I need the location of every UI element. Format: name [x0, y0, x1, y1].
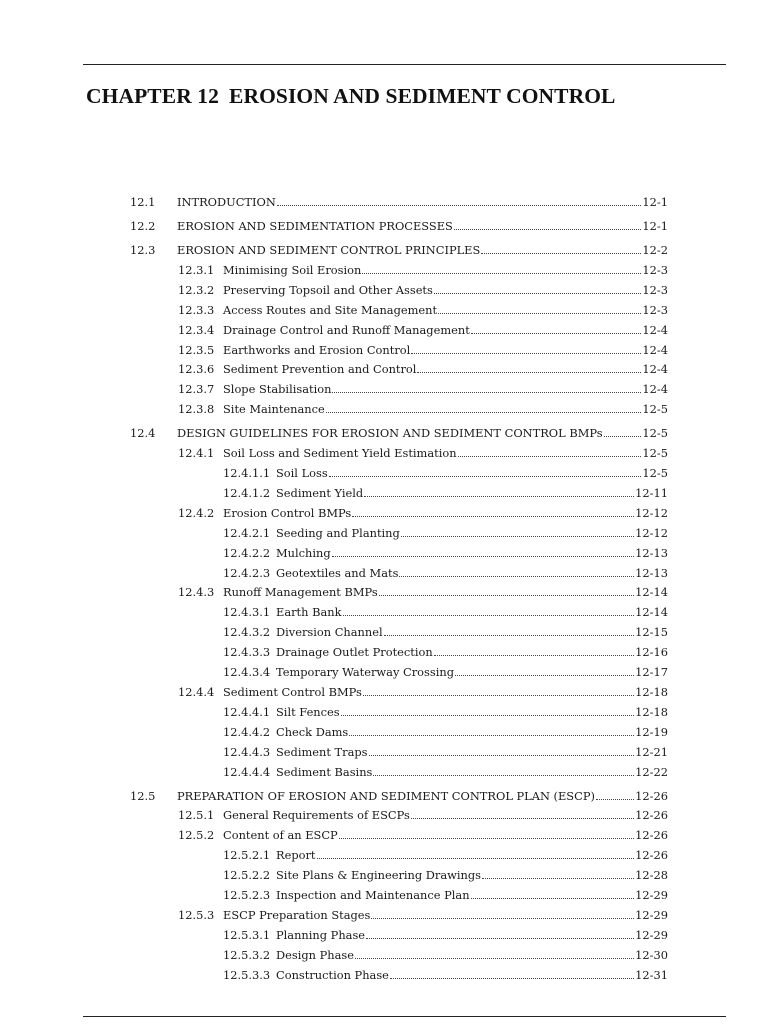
toc-entry[interactable] — [178, 361, 668, 377]
dot-leader — [411, 807, 634, 819]
toc-entry-number: 12.4.4 — [178, 684, 215, 699]
toc-entry-number: 12.3.3 — [178, 302, 215, 317]
toc-entry-title: Drainage Outlet Protection — [276, 645, 433, 660]
dot-leader — [352, 505, 634, 517]
toc-entry-page: 12-29 — [635, 907, 668, 922]
dot-leader — [364, 485, 634, 497]
rule-bottom — [83, 1016, 726, 1017]
dot-leader — [401, 525, 634, 537]
dot-leader — [363, 684, 634, 696]
toc-entry-title: DESIGN GUIDELINES FOR EROSION AND SEDIMENT CONTROL BMPs — [177, 426, 603, 441]
toc-entry-number: 12.3.5 — [178, 342, 215, 357]
dot-leader — [384, 624, 635, 636]
toc-entry[interactable] — [223, 644, 668, 660]
toc-entry-number: 12.3.8 — [178, 402, 215, 417]
dot-leader — [326, 401, 642, 413]
dot-leader — [434, 282, 642, 294]
toc-entry-number: 12.4.1.2 — [223, 485, 271, 500]
toc-entry-page: 12-18 — [635, 684, 668, 699]
toc-entry-title: Silt Fences — [276, 704, 340, 719]
toc-entry[interactable] — [223, 604, 668, 620]
toc-entry-title: Site Maintenance — [223, 402, 325, 417]
dot-leader — [341, 704, 635, 716]
toc-entry-title: INTRODUCTION — [177, 195, 276, 209]
toc-entry-page: 12-5 — [642, 466, 668, 480]
toc-entry-number: 12.4 — [130, 426, 156, 441]
dot-leader — [317, 847, 635, 859]
toc-entry-title: Design Phase — [276, 947, 354, 962]
toc-entry[interactable] — [130, 194, 668, 210]
toc-entry-number: 12.5 — [130, 788, 156, 803]
toc-entry-title: Construction Phase — [276, 967, 389, 982]
dot-leader — [604, 425, 642, 437]
toc-entry-title: Sediment Yield — [276, 485, 364, 500]
dot-leader — [458, 445, 642, 457]
toc-entry-title: EROSION AND SEDIMENTATION PROCESSES — [177, 219, 453, 233]
toc-entry-page: 12-19 — [635, 724, 668, 739]
toc-entry-title: Runoff Management BMPs — [223, 585, 378, 600]
toc-entry[interactable] — [223, 465, 668, 481]
chapter-name: EROSION AND SEDIMENT CONTROL — [229, 84, 616, 108]
toc-entry-title: Temporary Waterway Crossing — [276, 665, 454, 679]
dot-leader — [455, 664, 634, 676]
toc-entry-number: 12.5.2 — [178, 828, 215, 843]
dot-leader — [369, 744, 635, 756]
toc-entry-number: 12.5.1 — [178, 808, 215, 823]
toc-entry-title: Soil Loss and Sediment Yield Estimation — [223, 446, 457, 461]
toc-entry-page: 12-26 — [635, 848, 668, 863]
dot-leader — [277, 194, 642, 206]
toc-entry-page: 12-3 — [642, 302, 668, 317]
toc-entry[interactable] — [223, 485, 668, 501]
toc-entry-title: Sediment Traps — [276, 744, 368, 759]
toc-entry-number: 12.4.4.3 — [223, 744, 271, 759]
toc-entry-title: Inspection and Maintenance Plan — [276, 888, 470, 902]
toc-entry-page: 12-29 — [635, 888, 668, 902]
toc-entry-page: 12-28 — [635, 868, 668, 883]
toc-entry[interactable] — [223, 545, 668, 561]
toc-entry[interactable] — [178, 584, 668, 600]
toc-entry-number: 12.4.3.3 — [223, 645, 271, 660]
chapter-number: CHAPTER 12 — [86, 84, 219, 108]
toc-entry-page: 12-5 — [642, 426, 668, 441]
toc-entry-number: 12.3.6 — [178, 362, 215, 377]
toc-entry[interactable] — [178, 505, 668, 521]
toc-entry-number: 12.3 — [130, 243, 156, 257]
toc-entry-number: 12.3.1 — [178, 262, 215, 277]
toc-entry-title: Drainage Control and Runoff Management — [223, 322, 470, 337]
toc-entry-page: 12-26 — [635, 828, 668, 843]
toc-entry-page: 12-18 — [635, 704, 668, 719]
toc-entry-page: 12-30 — [635, 947, 668, 962]
dot-leader — [417, 361, 641, 373]
toc-entry-number: 12.5.3.3 — [223, 967, 271, 982]
toc-entry-title: Sediment Basins — [276, 764, 373, 779]
dot-leader — [454, 218, 642, 230]
toc-entry-title: Slope Stabilisation — [223, 382, 332, 397]
dot-leader — [343, 604, 635, 616]
toc-entry[interactable] — [223, 887, 668, 903]
toc-entry-number: 12.3.7 — [178, 382, 215, 397]
toc-entry-page: 12-16 — [635, 645, 668, 660]
dot-leader — [362, 262, 641, 274]
dot-leader — [481, 242, 641, 254]
toc-entry-page: 12-22 — [635, 764, 668, 779]
toc-entry-number: 12.5.2.1 — [223, 848, 271, 863]
toc-entry-page: 12-12 — [635, 505, 668, 520]
toc-entry-title: Site Plans & Engineering Drawings — [276, 868, 482, 883]
toc-entry-title: Soil Loss — [276, 466, 328, 480]
toc-entry-title: Seeding and Planting — [276, 525, 400, 540]
toc-entry-title: Geotextiles and Mats — [276, 565, 399, 580]
toc-entry-title: Sediment Control BMPs — [223, 684, 362, 699]
toc-entry[interactable] — [223, 764, 668, 780]
dot-leader — [339, 827, 634, 839]
toc-entry[interactable] — [130, 242, 668, 258]
toc-entry[interactable] — [178, 302, 668, 318]
toc-entry-number: 12.5.2.3 — [223, 888, 271, 902]
dot-leader — [355, 947, 634, 959]
toc-entry-title: General Requirements of ESCPs — [223, 808, 410, 823]
toc-entry[interactable] — [178, 342, 668, 358]
toc-entry[interactable] — [223, 565, 668, 581]
toc-entry-number: 12.4.3 — [178, 585, 215, 600]
dot-leader — [329, 465, 642, 477]
dot-leader — [434, 644, 634, 656]
toc-entry[interactable] — [223, 724, 668, 740]
toc-entry-number: 12.4.1.1 — [223, 466, 271, 480]
toc-entry-number: 12.4.2.3 — [223, 565, 271, 580]
toc-entry-number: 12.4.3.1 — [223, 605, 271, 620]
toc-entry[interactable] — [223, 947, 668, 963]
toc-entry[interactable] — [223, 624, 668, 640]
dot-leader — [438, 302, 641, 314]
toc-entry-title: Diversion Channel — [276, 625, 383, 640]
toc-entry-title: Earth Bank — [276, 605, 342, 620]
toc-entry-number: 12.1 — [130, 195, 156, 209]
toc-entry-page: 12-26 — [635, 788, 668, 803]
toc-entry-number: 12.4.3.2 — [223, 625, 271, 640]
toc-entry-number: 12.3.4 — [178, 322, 215, 337]
dot-leader — [373, 764, 634, 776]
dot-leader — [471, 322, 642, 334]
dot-leader — [411, 342, 641, 354]
toc-entry-number: 12.5.3.1 — [223, 927, 271, 942]
toc-entry-title: Erosion Control BMPs — [223, 505, 352, 520]
toc-entry[interactable] — [223, 847, 668, 863]
toc-entry-page: 12-4 — [642, 342, 668, 357]
dot-leader — [596, 788, 634, 800]
dot-leader — [332, 381, 641, 393]
toc-entry-page: 12-21 — [635, 744, 668, 759]
dot-leader — [332, 545, 635, 557]
toc-entry[interactable] — [178, 445, 668, 461]
toc-entry-number: 12.4.2 — [178, 505, 215, 520]
dot-leader — [366, 927, 634, 939]
toc-entry[interactable] — [178, 401, 668, 417]
toc-entry-page: 12-26 — [635, 808, 668, 823]
toc-entry-page: 12-14 — [635, 585, 668, 600]
toc-entry-number: 12.4.4.4 — [223, 764, 271, 779]
dot-leader — [371, 907, 634, 919]
toc-entry-page: 12-1 — [642, 219, 668, 233]
toc-entry-title: EROSION AND SEDIMENT CONTROL PRINCIPLES — [177, 243, 481, 257]
toc-entry-page: 12-11 — [635, 485, 668, 500]
toc-entry[interactable] — [178, 381, 668, 397]
dot-leader — [390, 967, 634, 979]
toc-entry-title: ESCP Preparation Stages — [223, 907, 371, 922]
toc-entry[interactable] — [223, 664, 668, 680]
toc-entry[interactable] — [178, 262, 668, 278]
toc-entry-number: 12.4.2.1 — [223, 525, 271, 540]
toc-entry[interactable] — [223, 744, 668, 760]
toc-entry-title: Access Routes and Site Management — [223, 302, 438, 317]
toc-entry-number: 12.4.4.1 — [223, 704, 271, 719]
toc-entry-page: 12-15 — [635, 625, 668, 640]
toc-entry[interactable] — [178, 684, 668, 700]
toc-entry[interactable] — [223, 704, 668, 720]
toc-entry[interactable] — [223, 867, 668, 883]
toc-entry[interactable] — [178, 827, 668, 843]
toc-entry-number: 12.4.3.4 — [223, 665, 271, 679]
toc-entry-number: 12.2 — [130, 219, 156, 233]
toc-entry[interactable] — [130, 788, 668, 804]
toc-entry[interactable] — [178, 807, 668, 823]
toc-entry-page: 12-4 — [642, 322, 668, 337]
toc-entry-page: 12-13 — [635, 545, 668, 560]
toc-entry[interactable] — [178, 907, 668, 923]
toc-entry-number: 12.4.4.2 — [223, 724, 271, 739]
toc-entry-title: Sediment Prevention and Control — [223, 362, 417, 377]
toc-entry[interactable] — [130, 218, 668, 234]
toc-entry-page: 12-2 — [642, 243, 668, 257]
dot-leader — [471, 887, 635, 899]
toc-entry[interactable] — [223, 967, 668, 983]
toc-entry-number: 12.5.3 — [178, 907, 215, 922]
toc-entry-page: 12-3 — [642, 262, 668, 277]
toc-entry-title: Content of an ESCP — [223, 828, 338, 843]
toc-entry-page: 12-29 — [635, 927, 668, 942]
toc-entry-title: Report — [276, 848, 316, 863]
toc-entry-page: 12-14 — [635, 605, 668, 620]
toc-entry-title: Preserving Topsoil and Other Assets — [223, 282, 433, 297]
toc-entry-page: 12-4 — [642, 362, 668, 377]
toc-entry-page: 12-31 — [635, 967, 668, 982]
toc-entry[interactable] — [130, 425, 668, 441]
toc-entry[interactable] — [223, 927, 668, 943]
dot-leader — [399, 565, 634, 577]
toc-entry-page: 12-4 — [642, 382, 668, 397]
toc-entry-page: 12-5 — [642, 402, 668, 417]
toc-entry-number: 12.5.2.2 — [223, 868, 271, 883]
toc-entry-title: PREPARATION OF EROSION AND SEDIMENT CONTROL PLAN (ESCP) — [177, 788, 595, 803]
toc-entry-page: 12-5 — [642, 446, 668, 461]
toc-entry-number: 12.3.2 — [178, 282, 215, 297]
toc-entry-page: 12-17 — [635, 665, 668, 679]
toc-entry[interactable] — [178, 322, 668, 338]
toc-entry-page: 12-13 — [635, 565, 668, 580]
toc-entry-page: 12-3 — [642, 282, 668, 297]
toc-entry[interactable] — [178, 282, 668, 298]
toc-entry-number: 12.4.2.2 — [223, 545, 271, 560]
toc-entry-page: 12-12 — [635, 525, 668, 540]
dot-leader — [482, 867, 634, 879]
toc-entry-title: Planning Phase — [276, 927, 366, 942]
toc-entry-number: 12.4.1 — [178, 446, 215, 461]
dot-leader — [379, 584, 634, 596]
toc-entry[interactable] — [223, 525, 668, 541]
toc-entry-page: 12-1 — [642, 195, 668, 209]
toc-entry-title: Check Dams — [276, 724, 349, 739]
toc-entry-title: Mulching — [276, 545, 331, 560]
dot-leader — [349, 724, 634, 736]
toc-entry-title: Minimising Soil Erosion — [223, 262, 362, 277]
toc-entry-title: Earthworks and Erosion Control — [223, 342, 411, 357]
toc-entry-number: 12.5.3.2 — [223, 947, 271, 962]
